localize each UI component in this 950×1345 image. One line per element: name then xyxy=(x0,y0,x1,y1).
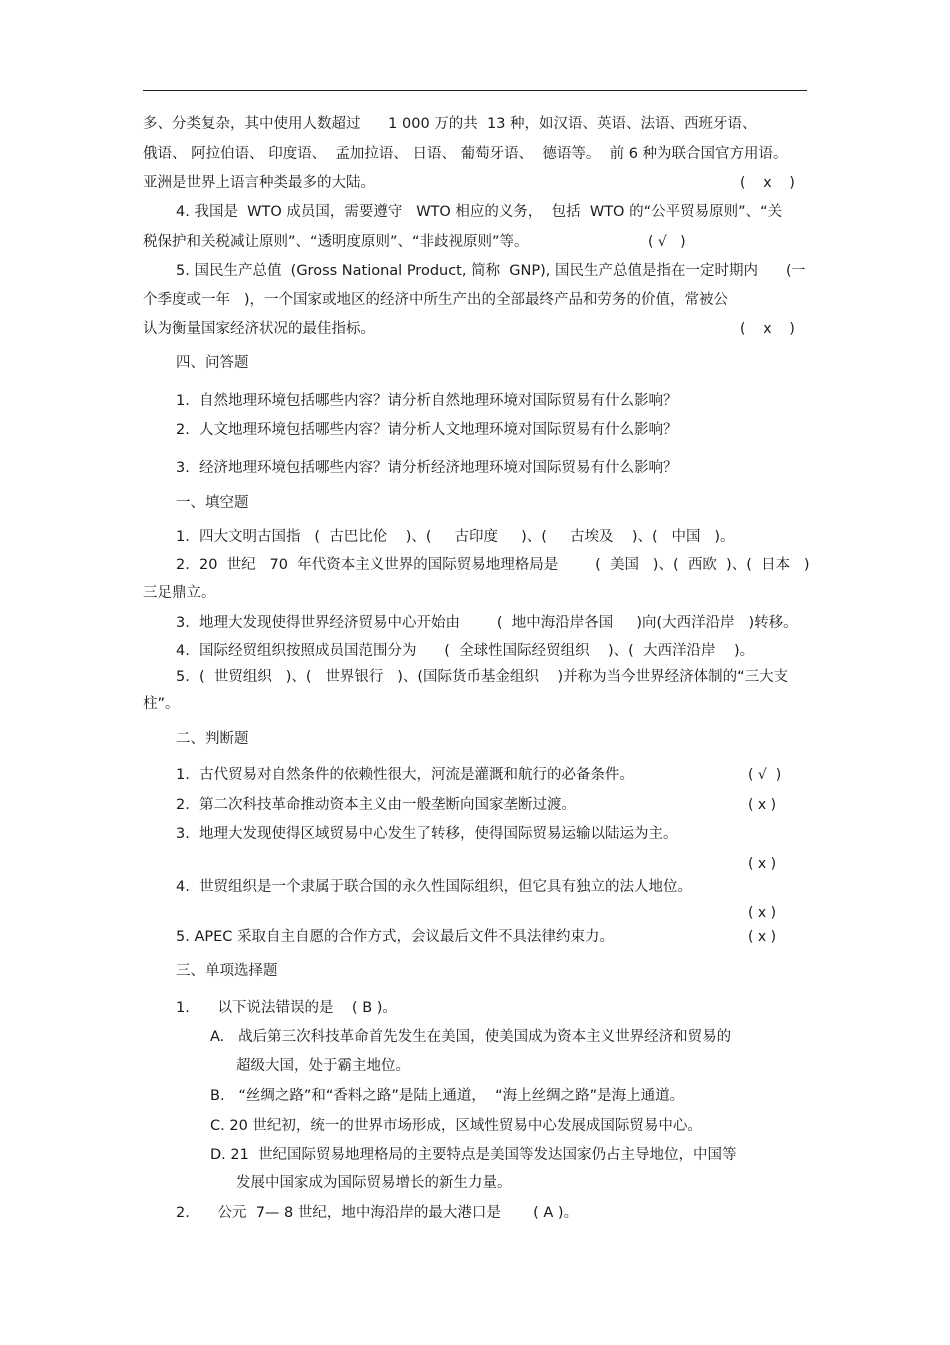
text-line: 4. 世贸组织是一个隶属于联合国的永久性国际组织，但它具有独立的法人地位。 xyxy=(176,879,693,895)
text-line: C. 20 世纪初，统一的世界市场形成，区域性贸易中心发展成国际贸易中心。 xyxy=(210,1118,702,1134)
text-line: 超级大国，处于霸主地位。 xyxy=(236,1058,410,1074)
text-line: 1. 以下说法错误的是 ( B )。 xyxy=(176,1000,397,1016)
text-line: 认为衡量国家经济状况的最佳指标。 xyxy=(143,321,375,337)
header-rule xyxy=(143,90,807,91)
text-line: 亚洲是世界上语言种类最多的大陆。 xyxy=(143,175,375,191)
answer-mark: ( x ) xyxy=(748,797,777,813)
text-line: 3. 经济地理环境包括哪些内容？请分析经济地理环境对国际贸易有什么影响？ xyxy=(176,460,678,476)
text-line: 5. ( 世贸组织 )、( 世界银行 )、(国际货币基金组织 )并称为当今世界经济体制的“三大支 xyxy=(176,669,789,685)
answer-mark: ( √ ) xyxy=(648,234,686,250)
text-line: 4. 我国是 WTO 成员国，需要遵守 WTO 相应的义务， 包括 WTO 的“公平贸易原则”、“关 xyxy=(176,204,783,220)
text-line: 四、问答题 xyxy=(176,355,249,371)
answer-mark: ( x ) xyxy=(748,856,777,872)
text-line: 2. 人文地理环境包括哪些内容？请分析人文地理环境对国际贸易有什么影响？ xyxy=(176,422,678,438)
text-line: 2. 第二次科技革命推动资本主义由一般垄断向国家垄断过渡。 xyxy=(176,797,577,813)
text-line: 柱”。 xyxy=(143,696,180,712)
text-line: 发展中国家成为国际贸易增长的新生力量。 xyxy=(236,1175,512,1191)
text-line: 5. APEC 采取自主自愿的合作方式，会议最后文件不具法律约束力。 xyxy=(176,929,614,945)
text-line: 多、分类复杂，其中使用人数超过 1 000 万的共 13 种，如汉语、英语、法语、西班牙语、 xyxy=(143,116,757,132)
text-line: 2. 20 世纪 70 年代资本主义世界的国际贸易地理格局是 ( 美国 )、( 西欧 )、( 日本 ) xyxy=(176,557,810,573)
text-line: A. 战后第三次科技革命首先发生在美国，使美国成为资本主义世界经济和贸易的 xyxy=(210,1029,732,1045)
text-line: 个季度或一年 )，一个国家或地区的经济中所生产出的全部最终产品和劳务的价值，常被公 xyxy=(143,292,728,308)
text-line: 3. 地理大发现使得世界经济贸易中心开始由 ( 地中海沿岸各国 )向(大西洋沿岸 )转移。 xyxy=(176,615,798,631)
text-line: 2. 公元 7— 8 世纪，地中海沿岸的最大港口是 ( A )。 xyxy=(176,1205,579,1221)
text-line: 3. 地理大发现使得区域贸易中心发生了转移，使得国际贸易运输以陆运为主。 xyxy=(176,826,678,842)
text-line: 4. 国际经贸组织按照成员国范围分为 ( 全球性国际经贸组织 )、( 大西洋沿岸 )。 xyxy=(176,643,755,659)
text-line: 三足鼎立。 xyxy=(143,585,216,601)
text-line: D. 21 世纪国际贸易地理格局的主要特点是美国等发达国家仍占主导地位，中国等 xyxy=(210,1147,737,1163)
text-line: 二、判断题 xyxy=(176,731,249,747)
text-line: 三、单项选择题 xyxy=(176,963,278,979)
text-line: 5. 国民生产总值 (Gross National Product, 简称 GNP), 国民生产总值是指在一定时期内 xyxy=(176,263,759,279)
answer-mark: (一 xyxy=(786,263,806,279)
text-line: 1. 古代贸易对自然条件的依赖性很大，河流是灌溉和航行的必备条件。 xyxy=(176,767,635,783)
answer-mark: ( x ) xyxy=(748,929,777,945)
text-line: 1. 四大文明古国指 ( 古巴比伦 )、( 古印度 )、( 古埃及 )、( 中国 )。 xyxy=(176,529,735,545)
text-line: 税保护和关税减让原则”、“透明度原则”、“非歧视原则”等。 xyxy=(143,234,529,250)
answer-mark: ( x ) xyxy=(740,175,795,191)
answer-mark: ( √ ) xyxy=(748,767,782,783)
text-line: 俄语、 阿拉伯语、 印度语、 孟加拉语、 日语、 葡萄牙语、 德语等。 前 6 种为联合国官方用语。 xyxy=(143,146,788,162)
text-line: 一、填空题 xyxy=(176,495,249,511)
text-line: 1. 自然地理环境包括哪些内容？请分析自然地理环境对国际贸易有什么影响？ xyxy=(176,393,678,409)
text-line: B. “丝绸之路”和“香料之路”是陆上通道， “海上丝绸之路”是海上通道。 xyxy=(210,1088,685,1104)
answer-mark: ( x ) xyxy=(748,905,777,921)
answer-mark: ( x ) xyxy=(740,321,795,337)
